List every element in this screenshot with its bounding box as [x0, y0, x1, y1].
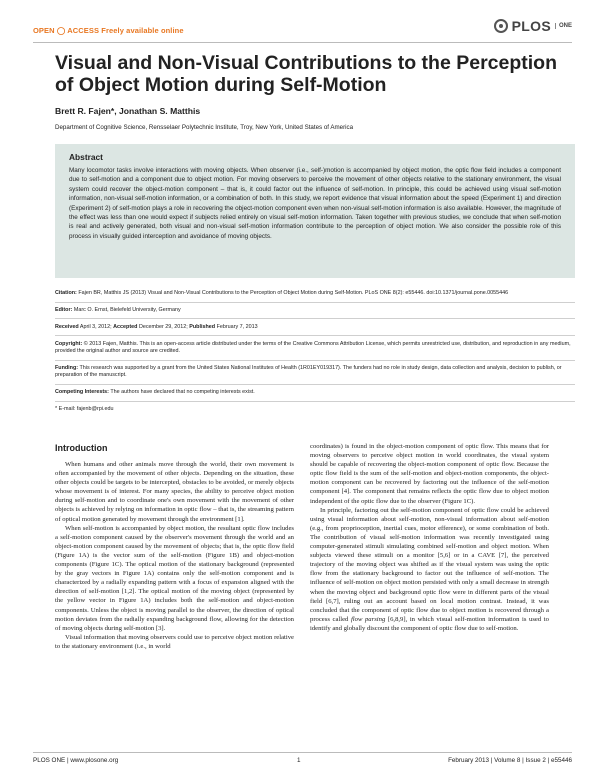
copyright-label: Copyright:: [55, 340, 83, 347]
paragraph: coordinates) is found in the object-motion component of optic flow. This means that for moving observers to perceive object motion in world coordinates, the visual system should be capable of recovering the object-motion component of optic flow. Because the optic flow field is the sum of the self-motion and object-motion components, the object-motion component can be recovered by factoring out the influence of the self-motion component [4]. The component that remains reflects the optic flow due to object motion independent of the optic flow due to the observer (Figure 1C).: [310, 443, 549, 505]
funding-line: [55, 365, 575, 380]
author-list: Brett R. Fajen*, Jonathan S. Matthis: [55, 106, 201, 116]
header-divider: [33, 42, 572, 43]
editor-label: Editor:: [55, 306, 73, 313]
competing-text: The authors have declared that no competing interests exist.: [110, 389, 255, 396]
copyright-line: [55, 341, 575, 356]
meta-divider: [55, 318, 575, 319]
article-title: Visual and Non-Visual Contributions to the Perception of Object Motion during Self-Motion: [55, 52, 557, 96]
article-metadata: [55, 290, 575, 418]
accepted-date: December 29, 2012;: [138, 323, 188, 330]
editor-text: Marc O. Ernst, Bielefeld University, Germany: [73, 306, 181, 313]
paragraph: When humans and other animals move through the world, their own movement is often accompanied by the movement of other objects. Depending on the situation, these other objects could be targets to be intercepted, obstacles to be avoided, or merely objects whose movement is of interest. For many species, the ability to perceive object motion during self-motion and to coordinate one's own movement with the movement of other objects is achieved by relying on information in optic flow – that is, the streaming pattern of optical motion generated by movement through the environment [1].: [55, 461, 294, 523]
funding-label: Funding:: [55, 364, 79, 371]
citation-label: Citation:: [55, 290, 77, 296]
open-access-banner: [33, 26, 184, 35]
journal-logo-sub: ONE: [555, 23, 572, 29]
received-label: Received: [55, 323, 79, 330]
emphasis-term: flow parsing: [350, 615, 386, 623]
paragraph: Visual information that moving observers could use to perceive object motion relative to the stationary environment (i.e., in world: [55, 633, 294, 650]
open-access-lock-icon: ◯: [56, 26, 66, 35]
page-number: 1: [297, 757, 301, 764]
introduction-heading: Introduction: [55, 443, 108, 453]
journal-logo-name: PLOS: [511, 18, 551, 34]
body-column-right: [310, 442, 549, 633]
access-label: ACCESS: [67, 26, 100, 35]
citation-line: [55, 290, 575, 297]
meta-divider: [55, 302, 575, 303]
meta-divider: [55, 335, 575, 336]
plos-logo-icon: [494, 19, 508, 33]
received-date: April 3, 2012;: [79, 323, 112, 330]
abstract-text: Many locomotor tasks involve interactions with moving objects. When observer (i.e., self-)motion is accompanied by object motion, the optic flow field includes a component due to self-motion and a component due to object motion. For moving observers to perceive the movement of other objects relative to the stationary environment, the visual system could recover the object-motion component – that is, it could factor out the influence of self-motion. In principle, this could be achieved using visual self-motion information, non-visual self-motion information, or a combination of both. In this study, we report evidence that visual information about the speed (Experiment 1) and direction (Experiment 2) of self-motion plays a role in recovering the object-motion component even when non-visual self-motion information is also available. However, the magnitude of the effect was less than one would expect if subjects relied entirely on visual self-motion information. Taken together with previous studies, we conclude that when self-motion is real and actively generated, both visual and non-visual self-motion information contribute to the perception of object motion. We also consider the possible role of this process in visually guided interception and avoidance of moving objects.: [69, 167, 561, 240]
footer-journal-url[interactable]: PLOS ONE | www.plosone.org: [33, 757, 119, 764]
copyright-text: © 2013 Fajen, Matthis. This is an open-access article distributed under the terms of the Creative Commons Attribution License, which permits unrestricted use, distribution, and reproduction in any medium, provided the original author and source are credited.: [55, 340, 571, 354]
editor-line: [55, 307, 575, 314]
abstract-heading: Abstract: [69, 152, 103, 162]
dates-line: [55, 324, 575, 331]
paragraph: When self-motion is accompanied by object motion, the resultant optic flow includes a self-motion component caused by the observer's movement through the world and an object-motion component caused by the movement of objects; that is, the optic flow field (Figure 1A) is the vector sum of the self-motion (Figure 1B) and object-motion components (Figure 1C). The optical motion of the stationary background (represented by the gray vectors in Figure 1A) contains only the self-motion component and is characterized by a radially expanding pattern with a focus of expansion aligned with the direction of self-motion [1,2]. The optical motion of the moving object (represented by the yellow vector in Figure 1A) includes both the self-motion and object-motion components. Unless the object is moving parallel to the observer, the direction of optical motion deviates from the radially expanding background flow, allowing for the detection of moving objects during self-motion [3].: [55, 524, 294, 632]
citation-text: Fajen BR, Matthis JS (2013) Visual and Non-Visual Contributions to the Perception of Object Motion during Self-Motion. PLoS ONE 8(2): e55446. doi:10.1371/journal.pone.0055446: [78, 290, 509, 296]
paragraph-text: [6,8,9], in which visual self-motion information is used to identify and globally discount the component of optic flow due to self-motion.: [310, 615, 549, 632]
paragraph: [310, 506, 549, 633]
freely-available-label: Freely available online: [101, 26, 184, 35]
competing-label: Competing Interests:: [55, 389, 109, 396]
open-label: OPEN: [33, 26, 55, 35]
affiliation: Department of Cognitive Science, Rensselaer Polytechnic Institute, Troy, New York, United States of America: [55, 124, 354, 131]
email-link[interactable]: * E-mail: fajenb@rpi.edu: [55, 405, 114, 412]
footer-issue-info: February 2013 | Volume 8 | Issue 2 | e55446: [448, 757, 572, 764]
meta-divider: [55, 360, 575, 361]
abstract-box: [55, 144, 575, 278]
meta-divider: [55, 384, 575, 385]
published-date: February 7, 2013: [216, 323, 258, 330]
paragraph-text: In principle, factoring out the self-motion component of optic flow could be achieved using visual information about self-motion, non-visual information about self-motion (e.g., from proprioception, inertial cues, motor efference), or some combination of both. The contribution of visual self-motion information was recently investigated using computer-generated stimuli simulating combined self-motion and object motion. When subjects viewed these stimuli on a monitor [5,6] or in a CAVE [7], the perceived trajectory of the moving object was shifted as if the visual system was using the optic flow from the stationary background to factor out the influence of self-motion. The influence of self-motion on object motion persisted with only a small decrease in strength when the moving object and background optic flow were in different parts of the visual field [6,7], ruling out an account based on local motion contrast. Instead, it was concluded that the component of optic flow due to object motion is recovered through a process called: [310, 506, 549, 623]
published-label: Published: [189, 323, 216, 330]
competing-interests-line: [55, 389, 575, 396]
body-column-left: [55, 460, 294, 651]
accepted-label: Accepted: [113, 323, 138, 330]
meta-divider: [55, 401, 575, 402]
journal-logo: [494, 18, 572, 34]
footer-divider: [33, 752, 572, 753]
funding-text: This research was supported by a grant from the United States National Institutes of Health (1R01EY019317). The funders had no role in study design, data collection and analysis, decision to publish, or preparation of the manuscript.: [55, 364, 562, 379]
